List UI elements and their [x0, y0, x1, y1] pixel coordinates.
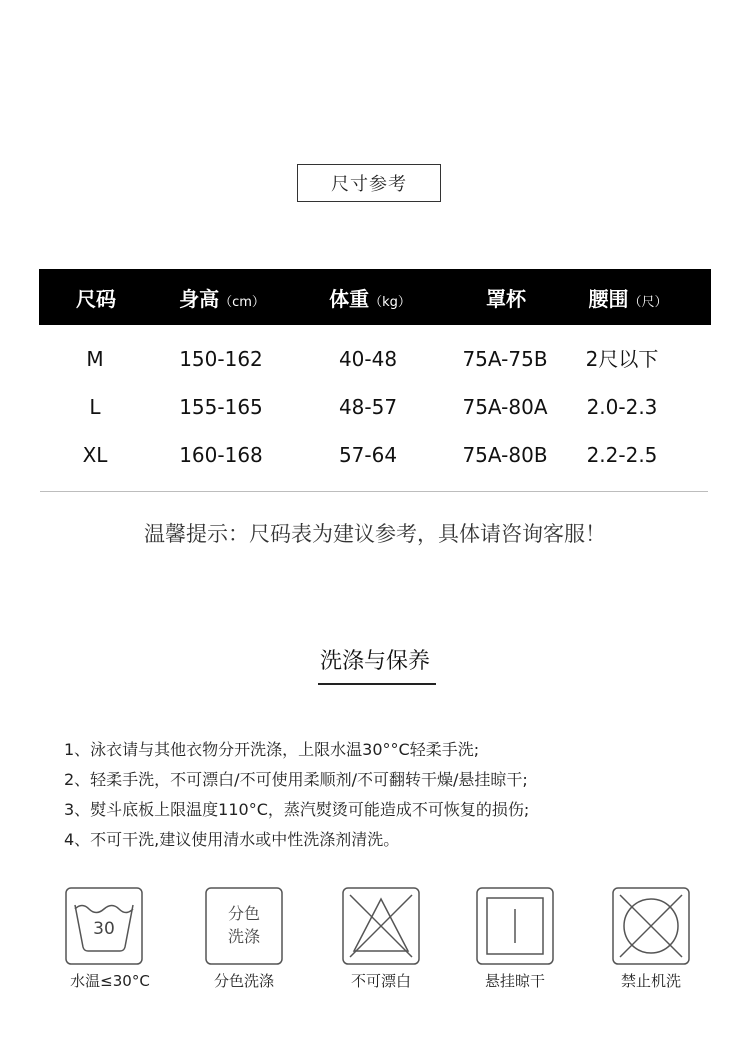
table-cell: 48-57 [338, 395, 398, 419]
care-title-underline [318, 683, 436, 685]
wash-30-icon [65, 887, 143, 965]
table-cell: 75A-80A [462, 395, 548, 419]
header-waist: 腰围（尺） [588, 287, 668, 311]
table-cell: 2.2-2.5 [586, 443, 658, 467]
no-machine-wash-icon [612, 887, 690, 965]
header-cup: 罩杯 [486, 287, 526, 311]
size-reference-title [297, 164, 441, 202]
table-cell: 160-168 [179, 443, 263, 467]
size-reference-title-text: 尺寸参考 [331, 174, 407, 195]
header-height: 身高（cm） [179, 287, 265, 311]
header-weight: 体重（kg） [329, 287, 411, 311]
table-cell: M [86, 347, 104, 371]
header-size: 尺码 [76, 287, 116, 311]
table-cell: XL [82, 443, 108, 467]
care-title: 洗涤与保养 [319, 649, 430, 674]
care-note: 3、熨斗底板上限温度110°C，蒸汽熨烫可能造成不可恢复的损伤; [64, 800, 530, 819]
table-cell: 40-48 [338, 347, 398, 371]
table-cell: 2.0-2.3 [586, 395, 658, 419]
table-cell: 57-64 [338, 443, 398, 467]
separate-wash-text-1: 分色 [227, 904, 261, 923]
table-cell: L [89, 395, 101, 419]
wash-30-label: 水温≤30°C [70, 972, 150, 990]
care-note: 2、轻柔手洗，不可漂白/不可使用柔顺剂/不可翻转干燥/悬挂晾干; [64, 770, 528, 789]
separate-wash-icon [205, 887, 283, 965]
line-dry-icon [476, 887, 554, 965]
wash-temp-text: 30 [93, 919, 115, 939]
care-note: 4、不可干洗,建议使用清水或中性洗涤剂清洗。 [64, 830, 400, 849]
size-tip: 温馨提示：尺码表为建议参考，具体请咨询客服！ [144, 522, 606, 546]
table-cell: 2尺以下 [585, 347, 659, 371]
no-machine-wash-label: 禁止机洗 [620, 972, 681, 990]
separate-wash-label: 分色洗涤 [213, 972, 274, 990]
table-cell: 150-162 [179, 347, 263, 371]
table-cell: 155-165 [179, 395, 263, 419]
separate-wash-text-2: 洗涤 [227, 927, 261, 946]
table-divider [40, 491, 708, 492]
line-dry-label: 悬挂晾干 [484, 972, 545, 990]
no-bleach-icon [342, 887, 420, 965]
table-cell: 75A-80B [462, 443, 548, 467]
table-cell: 75A-75B [462, 347, 548, 371]
care-note: 1、泳衣请与其他衣物分开洗涤，上限水温30°°C轻柔手洗; [64, 740, 480, 759]
no-bleach-label: 不可漂白 [350, 972, 411, 990]
